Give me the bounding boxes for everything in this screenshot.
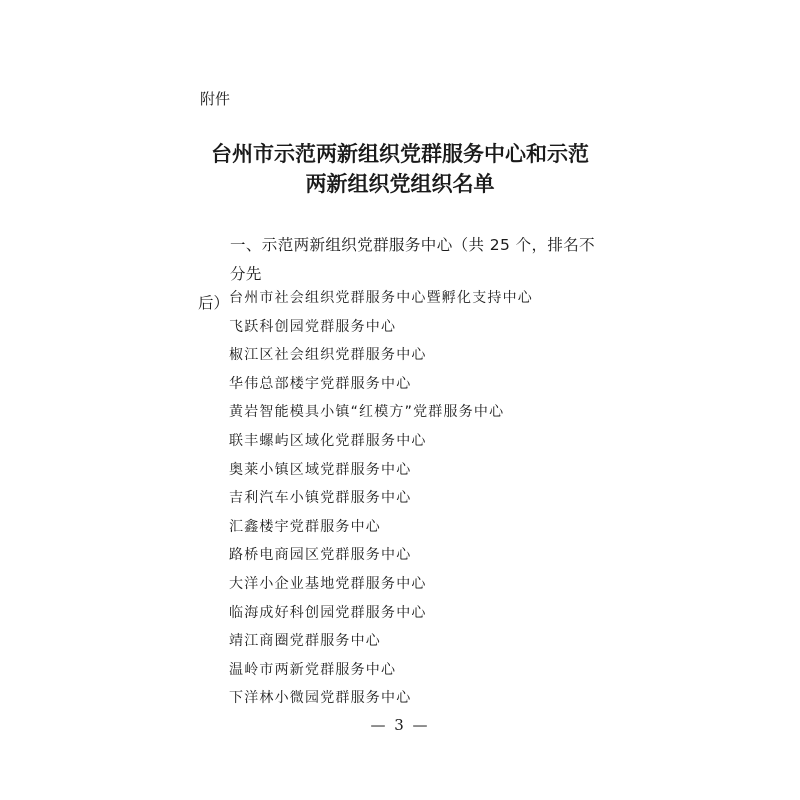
list-item: 下洋林小微园党群服务中心 bbox=[229, 690, 412, 707]
list-item: 奥莱小镇区域党群服务中心 bbox=[229, 461, 412, 478]
page-number: — 3 — bbox=[370, 716, 430, 734]
list-item: 汇鑫楼宇党群服务中心 bbox=[229, 518, 381, 535]
list-item: 吉利汽车小镇党群服务中心 bbox=[229, 490, 412, 507]
title-line-1: 台州市示范两新组织党群服务中心和示范 bbox=[211, 141, 589, 166]
list-item: 黄岩智能模具小镇“红模方”党群服务中心 bbox=[229, 404, 505, 421]
list-item: 临海成好科创园党群服务中心 bbox=[229, 604, 427, 621]
list-item: 大洋小企业基地党群服务中心 bbox=[229, 575, 427, 592]
list-item: 椒江区社会组织党群服务中心 bbox=[229, 347, 427, 364]
title-line-2: 两新组织党组织名单 bbox=[305, 171, 495, 196]
list-item: 路桥电商园区党群服务中心 bbox=[229, 547, 412, 564]
list-item: 靖江商圈党群服务中心 bbox=[229, 633, 381, 650]
document-title bbox=[0, 139, 800, 199]
list-item: 台州市社会组织党群服务中心暨孵化支持中心 bbox=[229, 290, 533, 306]
list-item: 温岭市两新党群服务中心 bbox=[229, 661, 397, 678]
list-item: 华伟总部楼宇党群服务中心 bbox=[229, 375, 412, 392]
list-item: 联丰螺屿区域化党群服务中心 bbox=[229, 432, 427, 449]
attachment-label: 附件 bbox=[200, 90, 231, 108]
section-heading-line-2: 后） bbox=[198, 294, 230, 312]
section-heading-line-1: 一、示范两新组织党群服务中心（共 25 个，排名不分先 bbox=[230, 236, 596, 283]
service-center-list bbox=[229, 284, 533, 713]
list-item: 飞跃科创园党群服务中心 bbox=[229, 318, 397, 335]
